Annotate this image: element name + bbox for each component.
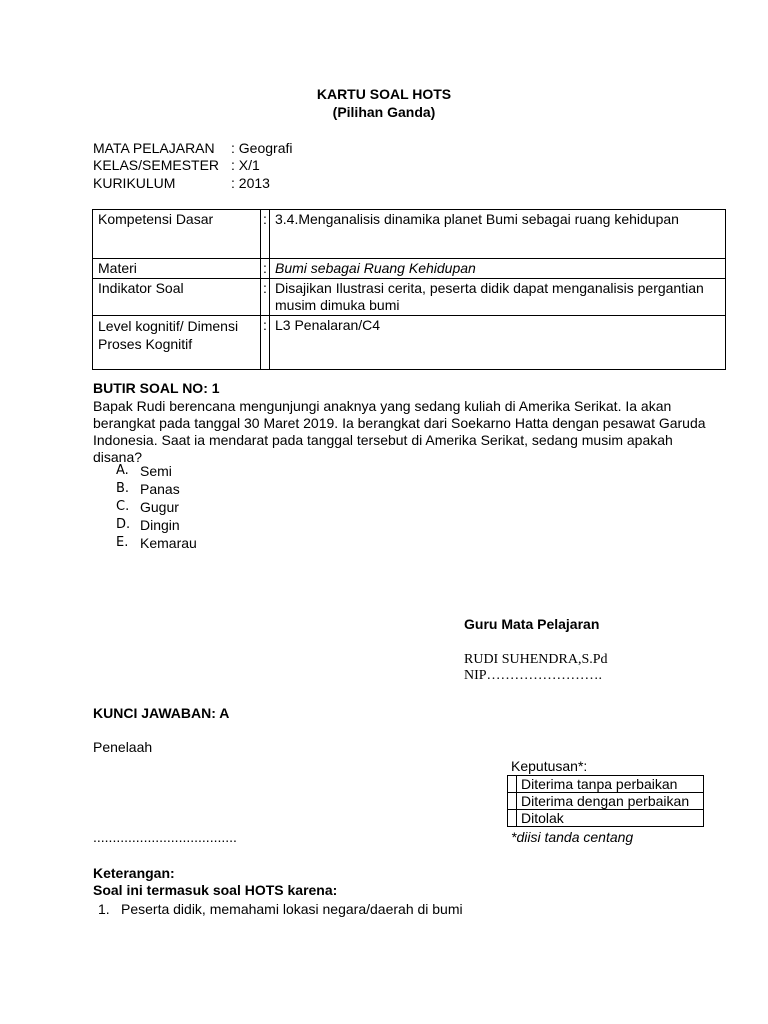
meta-label-subject: MATA PELAJARAN	[93, 140, 215, 156]
row-label: Materi	[93, 259, 261, 279]
decision-checkbox[interactable]	[508, 793, 517, 810]
option-letter: E.	[116, 535, 129, 550]
signature-nip: NIP…………………….	[464, 668, 603, 683]
document-subtitle: (Pilihan Ganda)	[332, 104, 436, 120]
decision-checkbox[interactable]	[508, 776, 517, 793]
option-e	[116, 534, 197, 552]
signature-name: RUDI SUHENDRA,S.Pd	[464, 652, 608, 667]
row-label: Indikator Soal	[93, 279, 261, 316]
decision-row	[508, 810, 704, 827]
table-row	[93, 316, 726, 370]
decision-option: Diterima dengan perbaikan	[517, 793, 704, 810]
decision-option: Ditolak	[517, 810, 704, 827]
option-text: Panas	[140, 481, 180, 497]
decision-row	[508, 776, 704, 793]
option-c	[116, 498, 197, 516]
decision-note: *diisi tanda centang	[511, 829, 634, 845]
table-row	[93, 259, 726, 279]
option-letter: B.	[116, 481, 130, 496]
row-value: Bumi sebagai Ruang Kehidupan	[270, 259, 726, 279]
notes-item-number: 1.	[98, 901, 110, 917]
option-letter: C.	[116, 499, 130, 514]
row-separator: :	[261, 279, 270, 316]
row-label: Kompetensi Dasar	[93, 210, 261, 259]
notes-item-text: Peserta didik, memahami lokasi negara/daerah di bumi	[121, 901, 463, 917]
document-title: KARTU SOAL HOTS	[316, 86, 452, 102]
decision-label: Keputusan*:	[511, 758, 588, 774]
question-text: Bapak Rudi berencana mengunjungi anaknya yang sedang kuliah di Amerika Serikat. Ia akan berangkat pada tanggal 30 Maret 2019. Ia berangkat dari Soekarno Hatta dengan pesawat Garuda Indonesia. Saat ia mendarat pada tanggal tersebut di Amerika Serikat, sedang musim apakah disana?	[93, 398, 706, 465]
decision-checkbox[interactable]	[508, 810, 517, 827]
option-letter: D.	[116, 517, 131, 532]
notes-subheading: Soal ini termasuk soal HOTS karena:	[93, 882, 338, 898]
row-value: 3.4.Menganalisis dinamika planet Bumi sebagai ruang kehidupan	[270, 210, 726, 259]
option-d	[116, 516, 197, 534]
signature-role: Guru Mata Pelajaran	[464, 616, 600, 632]
option-letter: A.	[116, 463, 129, 478]
reviewer-label: Penelaah	[93, 739, 153, 755]
competency-table	[92, 209, 726, 370]
row-separator: :	[261, 316, 270, 370]
option-text: Kemarau	[140, 535, 197, 551]
answer-key: KUNCI JAWABAN: A	[93, 705, 230, 721]
meta-value-class: : X/1	[231, 157, 260, 173]
decision-row	[508, 793, 704, 810]
option-a	[116, 462, 197, 480]
notes-item	[98, 901, 463, 917]
meta-value-curriculum: : 2013	[231, 175, 270, 191]
row-label: Level kognitif/ Dimensi Proses Kognitif	[93, 316, 261, 370]
table-row	[93, 210, 726, 259]
option-text: Semi	[140, 463, 172, 479]
question-heading: BUTIR SOAL NO: 1	[93, 380, 220, 396]
meta-label-curriculum: KURIKULUM	[93, 175, 176, 191]
row-value: Disajikan Ilustrasi cerita, peserta didik dapat menganalisis pergantian musim dimuka bumi	[270, 279, 726, 316]
decision-option: Diterima tanpa perbaikan	[517, 776, 704, 793]
table-row	[93, 279, 726, 316]
options-list	[116, 462, 197, 552]
reviewer-signature-line: .....................................	[93, 829, 237, 845]
option-text: Dingin	[140, 517, 180, 533]
row-separator: :	[261, 259, 270, 279]
meta-label-class: KELAS/SEMESTER	[93, 157, 220, 173]
notes-heading: Keterangan:	[93, 865, 175, 881]
option-b	[116, 480, 197, 498]
row-separator: :	[261, 210, 270, 259]
row-value: L3 Penalaran/C4	[270, 316, 726, 370]
decision-table	[507, 775, 704, 827]
option-text: Gugur	[140, 499, 179, 515]
meta-value-subject: : Geografi	[231, 140, 293, 156]
